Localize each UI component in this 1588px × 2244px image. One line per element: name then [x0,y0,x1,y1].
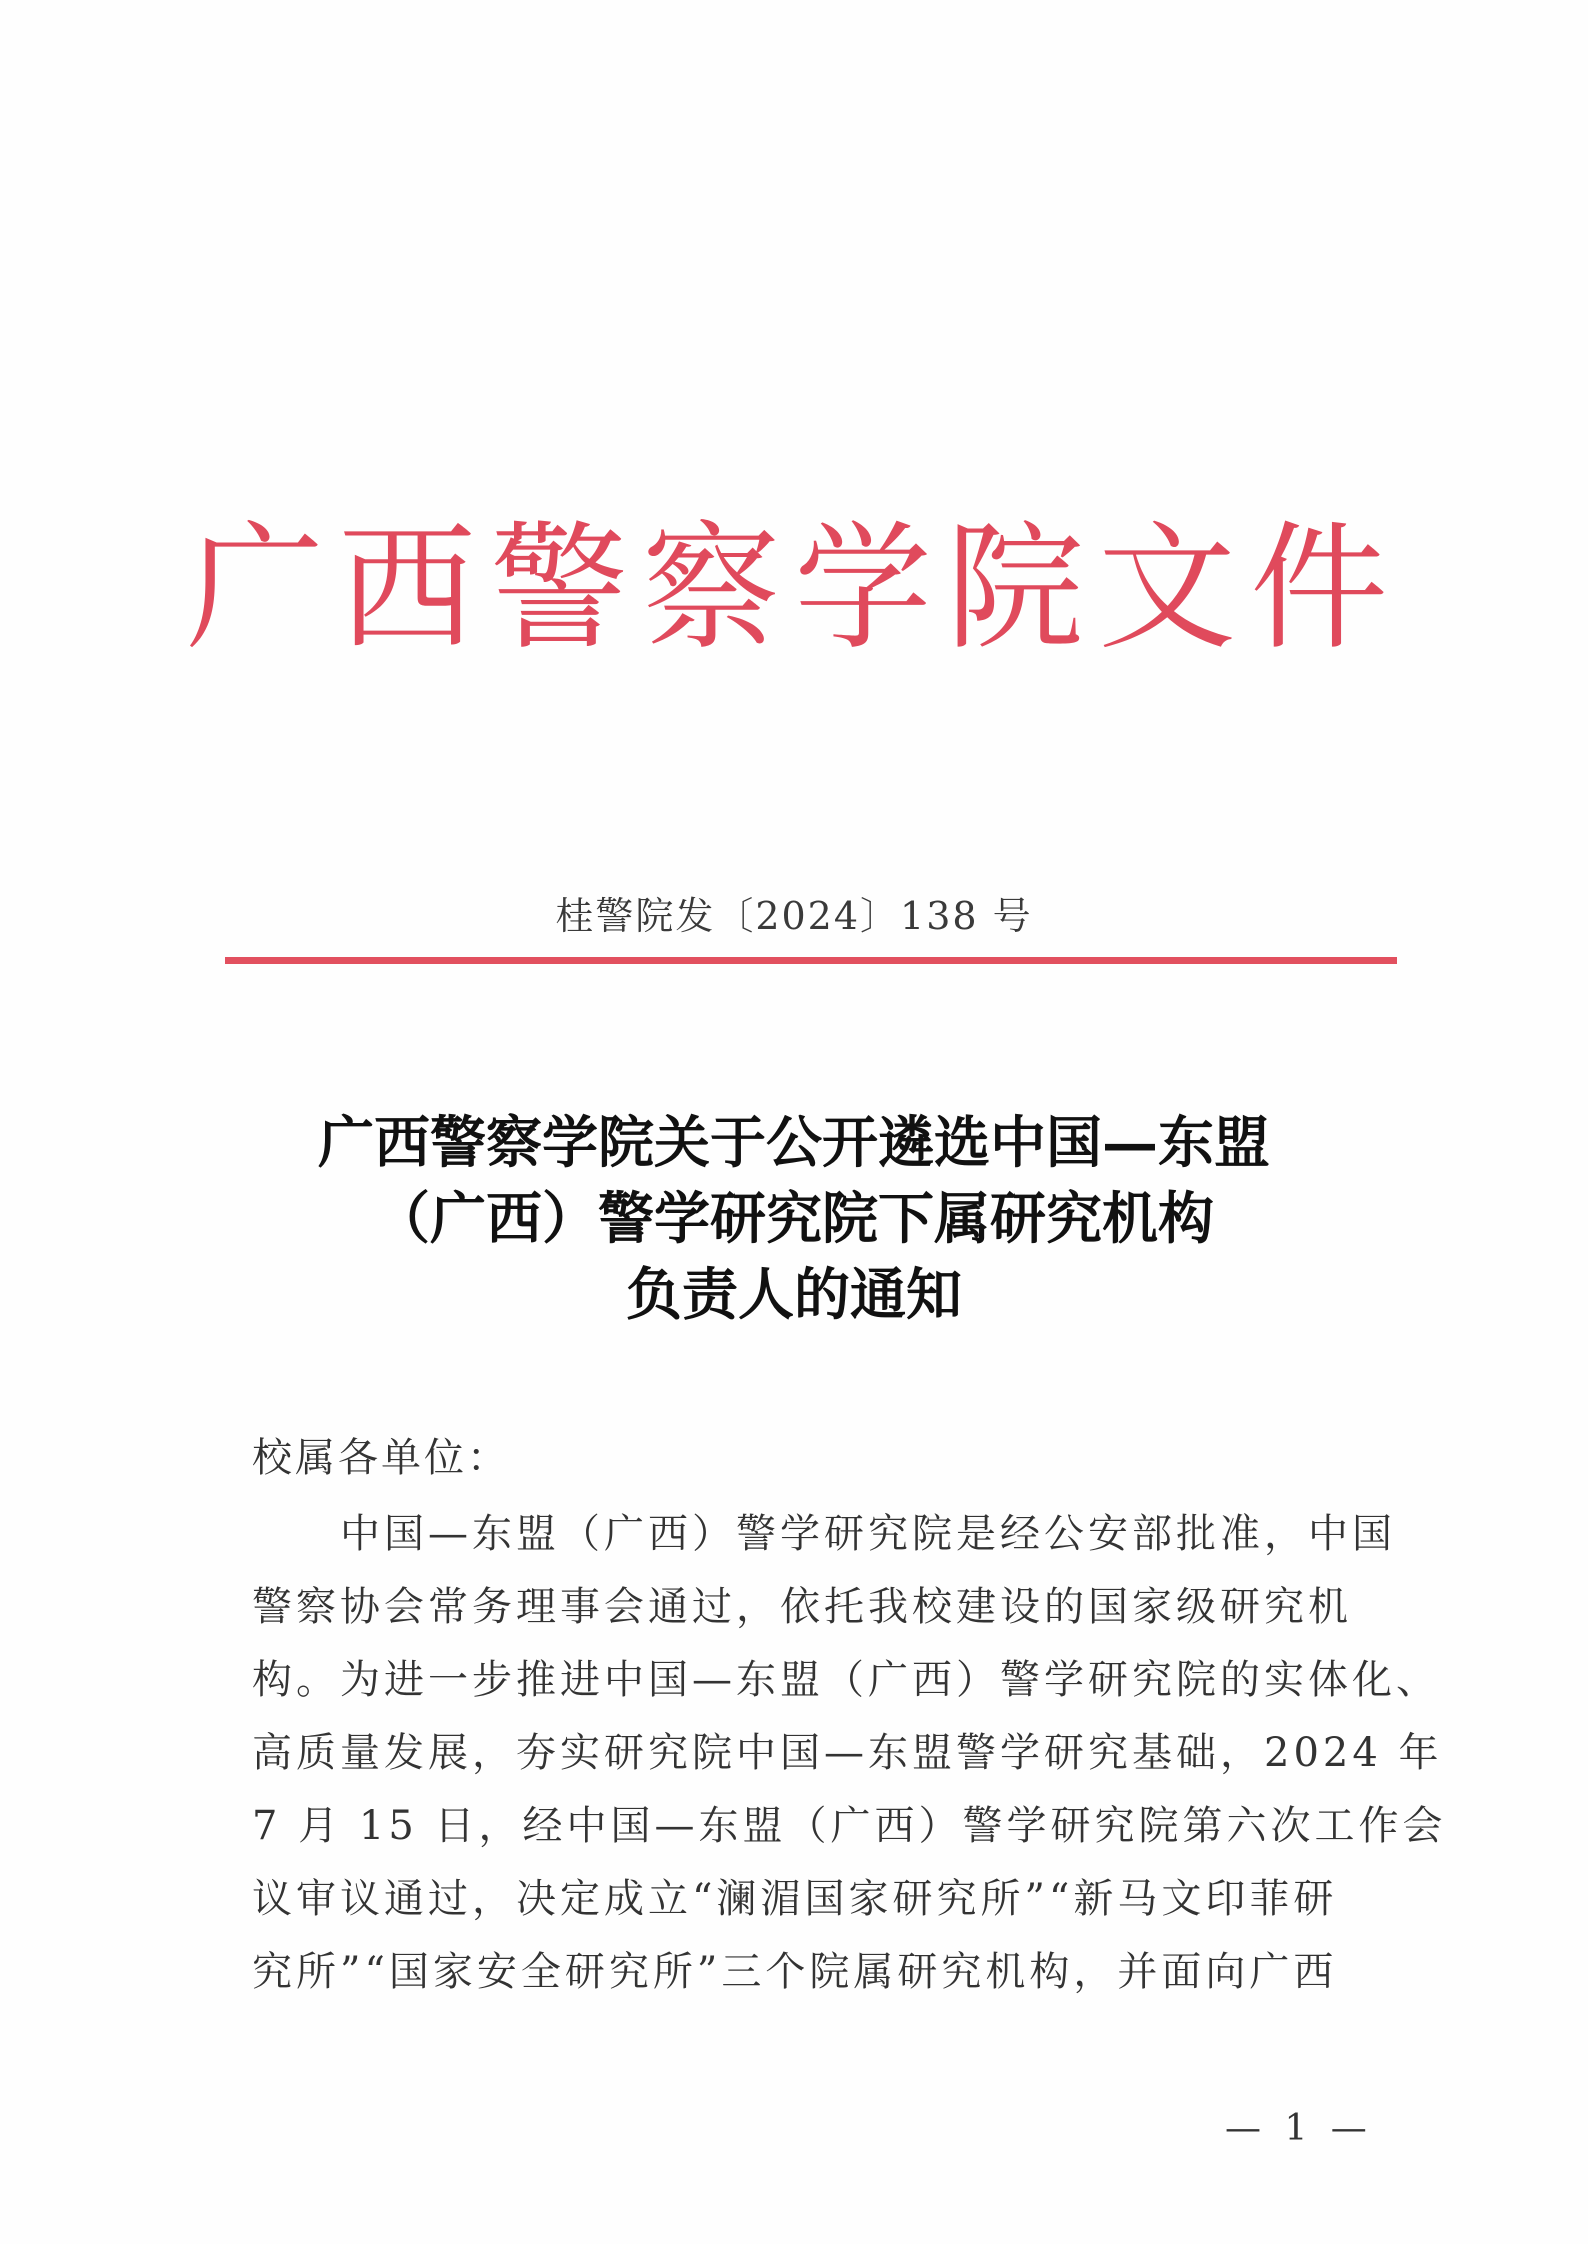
title-line: （广西）警学研究院下属研究机构 [374,1186,1214,1252]
red-divider-line [225,957,1397,964]
body-line: 高质量发展，夯实研究院中国—东盟警学研究基础，2024 年 [252,1730,1443,1776]
body-line: 究所”“国家安全研究所”三个院属研究机构，并面向广西 [252,1949,1338,1995]
title-line: 广西警察学院关于公开遴选中国—东盟 [318,1110,1270,1176]
body-line: 中国—东盟（广西）警学研究院是经公安部批准，中国 [252,1511,1396,1557]
notice-title [0,1105,1588,1333]
body-line: 警察协会常务理事会通过，依托我校建设的国家级研究机 [252,1584,1352,1630]
body-paragraph [252,1498,1447,2009]
page-number: — 1 — [1225,2108,1373,2149]
body-line: 7 月 15 日，经中国—东盟（广西）警学研究院第六次工作会 [252,1803,1447,1849]
body-line: 构。为进一步推进中国—东盟（广西）警学研究院的实体化、 [252,1657,1440,1703]
body-line: 议审议通过，决定成立“澜湄国家研究所”“新马文印菲研 [252,1876,1338,1922]
title-line: 负责人的通知 [626,1262,962,1328]
masthead-title: 广西警察学院文件 [185,508,1402,669]
document-number: 桂警院发〔2024〕138 号 [555,894,1033,938]
salutation: 校属各单位： [252,1435,510,1481]
